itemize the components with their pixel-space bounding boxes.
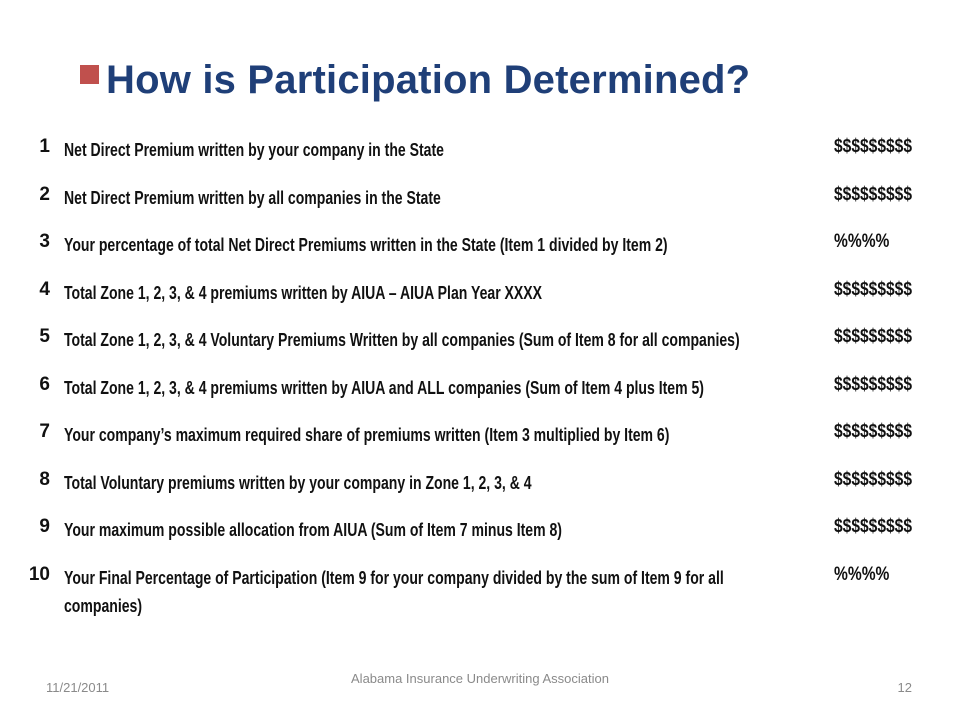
item-value: %%%%: [834, 231, 890, 252]
item-number: 8: [39, 468, 50, 490]
footer-page-number: 12: [897, 680, 912, 695]
item-value: $$$$$$$$$: [834, 421, 912, 442]
table-row: [22, 504, 922, 552]
item-description: Total Zone 1, 2, 3, & 4 premiums written by AIUA – AIUA Plan Year XXXX: [64, 282, 543, 303]
item-number: 7: [39, 421, 50, 442]
table-row: [22, 267, 922, 315]
item-value: $$$$$$$$$: [834, 373, 912, 395]
item-value: $$$$$$$$$: [834, 136, 912, 157]
item-value: %%%%: [834, 563, 890, 585]
item-description: Total Zone 1, 2, 3, & 4 Voluntary Premiums Written by all companies (Sum of Item 8 for all companies): [64, 330, 740, 350]
item-description: Total Zone 1, 2, 3, & 4 premiums written by AIUA and ALL companies (Sum of Item 4 plus Item 5): [64, 377, 704, 398]
table-row: [22, 172, 922, 220]
item-number: 5: [39, 326, 50, 347]
slide-title: How is Participation Determined?: [106, 58, 751, 102]
item-description: Your maximum possible allocation from AIUA (Sum of Item 7 minus Item 8): [64, 520, 562, 540]
table-row: [22, 362, 922, 410]
item-number: 2: [39, 183, 50, 205]
item-value: $$$$$$$$$: [834, 278, 912, 300]
item-description: Your company’s maximum required share of premiums written (Item 3 multiplied by Item 6): [64, 425, 670, 445]
item-number: 4: [39, 278, 50, 300]
table-row: [22, 124, 922, 172]
item-value: $$$$$$$$$: [834, 326, 912, 347]
item-number: 3: [39, 231, 50, 252]
item-description: Your Final Percentage of Participation (Item 9 for your company divided by the sum of Item 9 for all companies): [64, 567, 724, 616]
square-bullet-icon: [80, 65, 99, 84]
item-value: $$$$$$$$$: [834, 468, 912, 490]
table-row: [22, 409, 922, 457]
item-description: Total Voluntary premiums written by your company in Zone 1, 2, 3, & 4: [64, 472, 532, 493]
item-number: 6: [39, 373, 50, 395]
item-description: Net Direct Premium written by your company in the State: [64, 140, 444, 160]
item-description: Net Direct Premium written by all companies in the State: [64, 187, 441, 208]
item-value: $$$$$$$$$: [834, 183, 912, 205]
footer-organization: Alabama Insurance Underwriting Association: [351, 671, 609, 686]
item-number: 10: [28, 563, 50, 585]
item-description: Your percentage of total Net Direct Premiums written in the State (Item 1 divided by Item 2): [64, 235, 668, 255]
participation-table: [22, 124, 922, 628]
table-row: [22, 457, 922, 505]
item-value: $$$$$$$$$: [834, 516, 912, 537]
item-number: 9: [39, 516, 50, 537]
title-row: [80, 58, 750, 103]
table-row: [22, 314, 922, 362]
item-number: 1: [39, 136, 50, 157]
footer-date: 11/21/2011: [46, 680, 110, 695]
table-row: [22, 552, 922, 628]
table-row: [22, 219, 922, 267]
